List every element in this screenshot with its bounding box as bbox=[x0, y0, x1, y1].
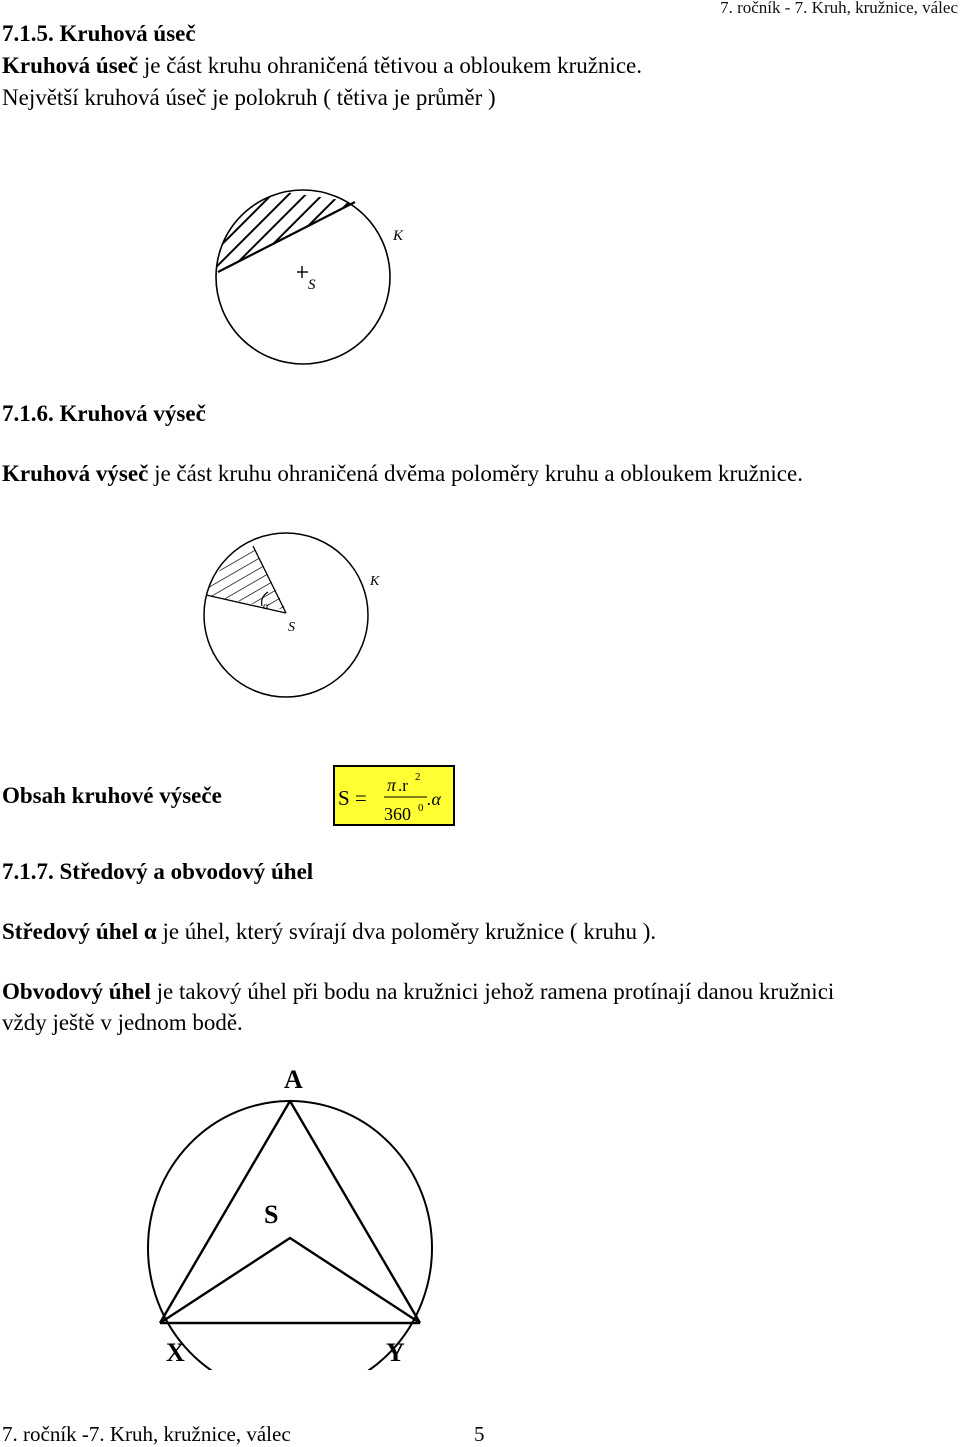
formula-sector-area bbox=[335, 767, 453, 824]
term-obvodovy-uhel: Obvodový úhel bbox=[2, 979, 151, 1004]
figure-sector bbox=[190, 525, 400, 705]
footer-text: 7. ročník -7. Kruh, kružnice, válec bbox=[2, 1422, 291, 1446]
formula-box bbox=[333, 765, 455, 826]
label-s: S bbox=[264, 1200, 279, 1229]
central-angle bbox=[160, 1238, 420, 1323]
hatched-segment bbox=[216, 190, 390, 364]
label-x: X bbox=[166, 1338, 185, 1367]
label-k: K bbox=[393, 228, 404, 244]
term-kruhova-vysec: Kruhová výseč bbox=[2, 461, 149, 486]
running-header: 7. ročník - 7. Kruh, kružnice, válec bbox=[720, 0, 958, 17]
definition-text: je část kruhu ohraničená dvěma poloměry kruhu a obloukem kružnice. bbox=[148, 461, 803, 486]
definition-kruhova-usec bbox=[2, 52, 642, 80]
formula-degree: 0 bbox=[418, 802, 424, 814]
heading-kruhova-usec: 7.1.5. Kruhová úseč bbox=[2, 21, 196, 46]
label-k: K bbox=[370, 574, 380, 589]
definition-text: je část kruhu ohraničená tětivou a obloukem kružnice. bbox=[138, 53, 642, 78]
heading-stredovy-obvodovy: 7.1.7. Středový a obvodový úhel bbox=[2, 859, 314, 884]
formula-lhs: S = bbox=[338, 786, 367, 810]
label-y: Y bbox=[386, 1338, 405, 1367]
circle bbox=[148, 1101, 432, 1370]
heading-kruhova-vysec: 7.1.6. Kruhová výseč bbox=[2, 401, 206, 426]
paragraph-obvodovy-uhel bbox=[2, 978, 834, 1006]
area-label: Obsah kruhové výseče bbox=[2, 783, 222, 808]
formula-pi: π bbox=[387, 775, 397, 795]
term-kruhova-usec: Kruhová úseč bbox=[2, 53, 139, 78]
note-polokruh: Největší kruhová úseč je polokruh ( tětiva je průměr ) bbox=[2, 85, 496, 110]
label-a: A bbox=[284, 1065, 303, 1094]
formula-r: .r bbox=[398, 776, 408, 795]
paragraph-text: je takový úhel při bodu na kružnici jehož ramena protínají danou kružnici bbox=[150, 979, 835, 1004]
circle-k bbox=[204, 533, 368, 697]
label-s: S bbox=[308, 277, 316, 293]
label-alpha: α bbox=[263, 600, 269, 612]
formula-alpha: .α bbox=[427, 789, 441, 809]
formula-denominator: 360 bbox=[384, 804, 411, 824]
term-stredovy-uhel: Středový úhel α bbox=[2, 919, 157, 944]
page-number: 5 bbox=[474, 1422, 485, 1446]
paragraph-obvodovy-uhel-line2: vždy ještě v jednom bodě. bbox=[2, 1010, 243, 1035]
paragraph-text: je úhel, který svírají dva poloměry kružnice ( kruhu ). bbox=[156, 919, 657, 944]
figure-central-inscribed-angle bbox=[130, 1060, 450, 1370]
hatched-sector bbox=[206, 546, 286, 610]
figure-segment bbox=[200, 180, 420, 370]
label-s: S bbox=[288, 620, 295, 635]
formula-exponent: 2 bbox=[415, 771, 421, 783]
definition-kruhova-vysec bbox=[2, 460, 803, 488]
paragraph-stredovy-uhel bbox=[2, 918, 656, 946]
